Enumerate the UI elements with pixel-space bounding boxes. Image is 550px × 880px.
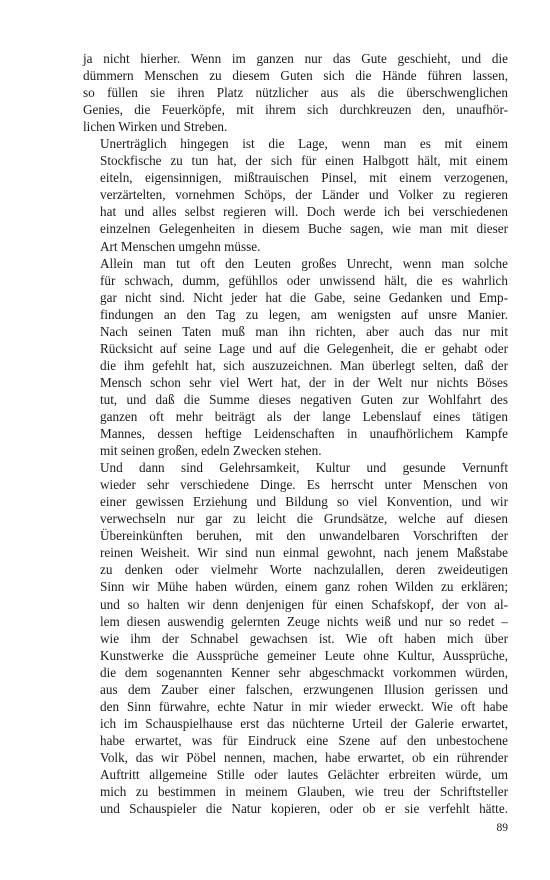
text-line: Allein man tut oft den Leuten großes Unrecht, wenn man solche bbox=[100, 255, 508, 271]
text-line: Nach seinen Taten muß man ihn richten, aber auch das nur mit bbox=[100, 323, 508, 339]
text-line: Genies, die Feuerköpfe, mit ihrem sich durchkreuzen den, unaufhör- bbox=[83, 102, 508, 118]
body-text bbox=[83, 50, 508, 817]
text-line: zu denken oder vielmehr Worte nachzulallen, deren zweideutigen bbox=[100, 562, 508, 578]
paragraph bbox=[83, 459, 508, 817]
text-line: Mensch schon sehr viel Wert hat, der in der Welt nur nichts Böses bbox=[100, 374, 508, 390]
text-line: Sinn wir Mühe haben würden, einem ganz rohen Wilden zu erklären; bbox=[100, 579, 508, 595]
text-line: dümmern Menschen zu diesem Guten sich die Hände führen lassen, bbox=[83, 68, 508, 84]
text-line: die ihm gefehlt hat, sich auszuzeichnen. Man überlegt selten, daß der bbox=[100, 357, 508, 373]
text-line: Mannes, dessen heftige Leidenschaften in unaufhörlichem Kampfe bbox=[100, 426, 508, 442]
text-line: Kunstwerke die Aussprüche gemeiner Leute ohne Kultur, Aussprüche, bbox=[100, 647, 508, 663]
text-line: den Sinn fürwahre, echte Natur in mir wieder erweckt. Wie oft habe bbox=[100, 698, 508, 714]
text-line: aus dem Zauber einer falschen, erzwungenen Illusion gerissen und bbox=[100, 681, 508, 697]
text-line: lem diesen auswendig gelernten Zeuge nichts weiß und nur so redet – bbox=[100, 613, 508, 629]
text-line: wie ihm der Schnabel gewachsen ist. Wie oft haben mich über bbox=[100, 630, 508, 646]
text-line: Übereinkünften beruhen, mit den unwandelbaren Vorschriften der bbox=[100, 528, 508, 544]
text-line: und so halten wir denn denjenigen für einen Schafskopf, der von al- bbox=[100, 596, 508, 612]
text-line: Unerträglich hingegen ist die Lage, wenn man es mit einem bbox=[100, 136, 508, 152]
text-line: die dem sogenannten Kenner sehr abgeschmackt vorkommen würden, bbox=[100, 664, 508, 680]
page-number: 89 bbox=[496, 822, 508, 834]
paragraph bbox=[83, 50, 508, 135]
text-line: so füllen sie ihren Platz nützlicher aus als die überschwenglichen bbox=[83, 85, 508, 101]
paragraph bbox=[83, 135, 508, 254]
text-line: Und dann sind Gelehrsamkeit, Kultur und gesunde Vernunft bbox=[100, 460, 508, 476]
text-line: mit seinen großen, edeln Zwecken stehen. bbox=[100, 443, 322, 459]
text-line: für schwach, dumm, gefühllos oder unwissend hält, die es wahrlich bbox=[100, 272, 508, 288]
text-line: Stockfische zu tun hat, der sich für einen Halbgott hält, mit einem bbox=[100, 153, 508, 169]
text-line: Rücksicht auf seine Lage und auf die Gelegenheit, die er gehabt oder bbox=[100, 340, 508, 356]
text-line: hat und alles selbst regieren will. Doch werde ich bei verschiedenen bbox=[100, 204, 508, 220]
text-line: wieder sehr verschiedene Dinge. Es herrscht unter Menschen von bbox=[100, 477, 508, 493]
text-line: mich zu bestimmen in meinem Glauben, wie treu der Schriftsteller bbox=[100, 784, 508, 800]
text-line: verzärtelten, vornehmen Schöps, der Länder und Volker zu regieren bbox=[100, 187, 508, 203]
text-line: Volk, das wir Pöbel nennen, machen, habe erwartet, ob ein rührender bbox=[100, 749, 508, 765]
text-line: gar nicht sind. Nicht jeder hat die Gabe, seine Gedanken und Emp- bbox=[100, 289, 508, 305]
text-line: ich im Schauspielhause erst das nüchterne Urteil der Galerie erwartet, bbox=[100, 715, 508, 731]
text-line: verwechseln nur gar zu leicht die Grundsätze, welche auf diesen bbox=[100, 511, 508, 527]
text-line: ja nicht hierher. Wenn im ganzen nur das Gute geschieht, und die bbox=[83, 51, 508, 66]
text-line: habe erwartet, was für Eindruck eine Szene auf den unbestochene bbox=[100, 732, 508, 748]
text-line: einzelnen Gelegenheiten in diesem Buche sagen, wie man mit dieser bbox=[100, 221, 508, 237]
text-line: tut, und daß die Summe dieses negativen Guten zur Wohlfahrt des bbox=[100, 391, 508, 407]
paragraph bbox=[83, 255, 508, 460]
text-line: ganzen oft mehr beiträgt als der lange Lebenslauf eines tätigen bbox=[100, 408, 508, 424]
text-line: eiteln, eigensinnigen, mißtrauischen Pinsel, mit einem verzogenen, bbox=[100, 170, 508, 186]
text-line: Auftritt allgemeine Stille oder lautes Gelächter erbreiten würde, um bbox=[100, 766, 508, 782]
text-line: einer gewissen Erziehung und Bildung so viel Konvention, und wir bbox=[100, 494, 508, 510]
text-line: und Schauspieler die Natur kopieren, oder ob er sie verfehlt hätte. bbox=[100, 801, 508, 817]
text-line: lichen Wirken und Streben. bbox=[83, 119, 228, 135]
text-line: reinen Weisheit. Wir sind nun einmal gewohnt, nach jenem Maßstabe bbox=[100, 545, 508, 561]
text-line: findungen an den Tag zu legen, am wenigsten auf unsre Manier. bbox=[100, 306, 508, 322]
text-line: Art Menschen umgehn müsse. bbox=[100, 238, 261, 254]
